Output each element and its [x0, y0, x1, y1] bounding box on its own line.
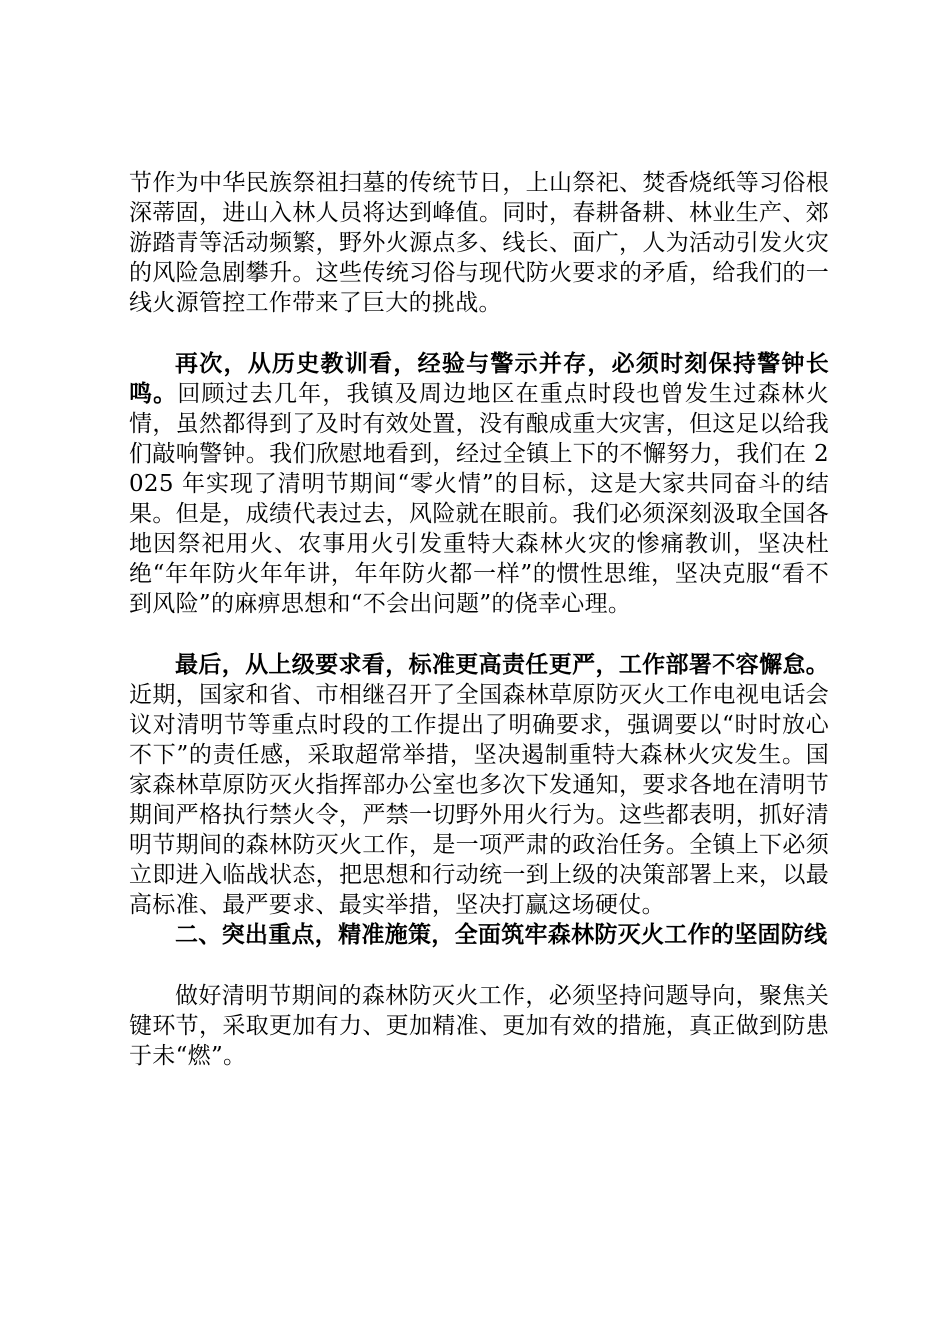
paragraph-requirements-lead: 最后，从上级要求看，标准更高责任更严，工作部署不容懈怠。 — [175, 651, 829, 678]
paragraph-section-intro: 做好清明节期间的森林防灭火工作，必须坚持问题导向，聚焦关键环节，采取更加有力、更加精准、更加有效的措施，真正做到防患于未“燃”。 — [129, 983, 829, 1069]
paragraph-history-body: 回顾过去几年，我镇及周边地区在重点时段也曾发生过森林火情，虽然都得到了及时有效处置，没有酿成重大灾害，但这足以给我们敲响警钟。我们欣慰地看到，经过全镇上下的不懈努力，我们在 2025 年实现了清明节期间“零火情”的目标，这是大家共同奋斗的结果。但是，成绩代表过去，风险就在眼前。我们必须深刻汲取全国各地因祭祀用火、农事用火引发重特大森林火灾的惨痛教训，坚决杜绝“年年防火年年讲，年年防火都一样”的惯性思维，坚决克服“看不到风险”的麻痹思想和“不会出问题”的侥幸心理。 — [129, 381, 829, 617]
section-heading: 二、突出重点，精准施策，全面筑牢森林防灭火工作的坚固防线 — [175, 921, 828, 948]
paragraph-superior-requirements — [129, 650, 829, 920]
paragraph-history-lead: 再次，从历史教训看，经验与警示并存，必须时刻保持警钟长鸣。 — [129, 350, 829, 407]
paragraph-requirements-body: 近期，国家和省、市相继召开了全国森林草原防灭火工作电视电话会议对清明节等重点时段的工作提出了明确要求，强调要以“时时放心不下”的责任感，采取超常举措，坚决遏制重特大森林火灾发生。国家森林草原防灭火指挥部办公室也多次下发通知，要求各地在清明节期间严格执行禁火令，严禁一切野外用火行为。这些都表明，抓好清明节期间的森林防灭火工作，是一项严肃的政治任务。全镇上下必须立即进入临战状态，把思想和行动统一到上级的决策部署上来，以最高标准、最严要求、最实举措，坚决打赢这场硬仗。 — [129, 682, 829, 918]
document-page — [129, 168, 829, 1071]
paragraph-continuation: 节作为中华民族祭祖扫墓的传统节日，上山祭祀、焚香烧纸等习俗根深蒂固，进山入林人员将达到峰值。同时，春耕备耕、林业生产、郊游踏青等活动频繁，野外火源点多、线长、面广，人为活动引发火灾的风险急剧攀升。这些传统习俗与现代防火要求的矛盾，给我们的一线火源管控工作带来了巨大的挑战。 — [129, 170, 829, 316]
paragraph-history-lessons — [129, 349, 829, 619]
